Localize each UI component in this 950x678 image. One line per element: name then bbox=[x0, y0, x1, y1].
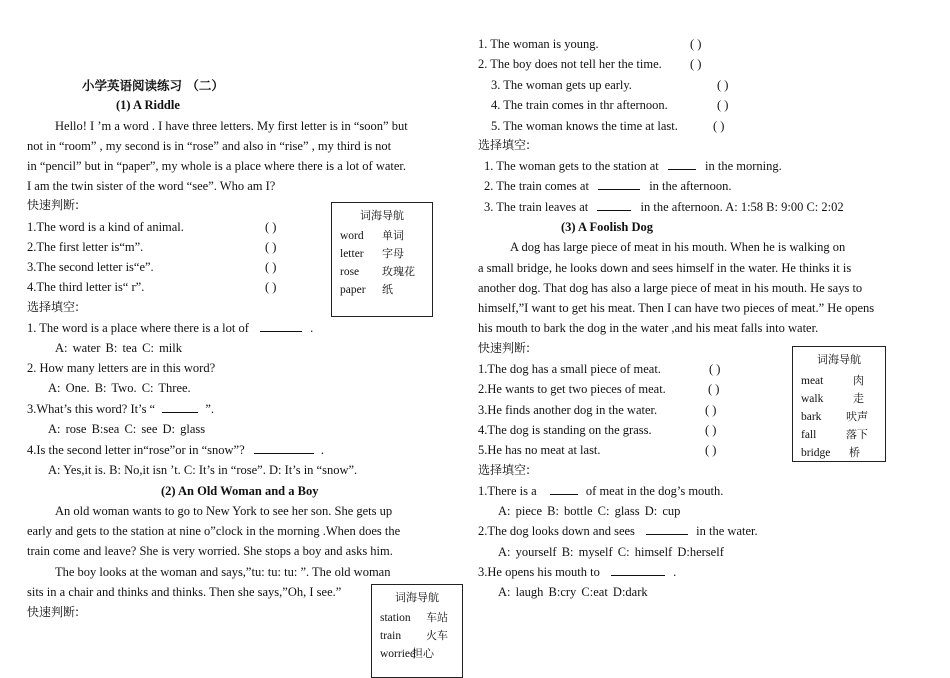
mc-question: 1.There is a of meat in the dog’s mouth. bbox=[478, 484, 724, 498]
answer-blank[interactable] bbox=[611, 564, 665, 576]
fill-question: 2. The train comes at in the afternoon. bbox=[484, 179, 732, 193]
passage-line: An old woman wants to go to New York to see her son. She gets up bbox=[55, 504, 393, 518]
vocab-meaning: 火车 bbox=[426, 629, 448, 642]
answer-paren[interactable]: ( ) bbox=[717, 98, 729, 112]
vocab-meaning: 落下 bbox=[846, 428, 868, 441]
tf-question: 1.The dog has a small piece of meat. bbox=[478, 362, 661, 376]
vocab-meaning: 肉 bbox=[853, 374, 864, 387]
fill-question: 1. The woman gets to the station at in the morning. bbox=[484, 159, 782, 173]
mc-options: A: water B: tea C: milk bbox=[55, 341, 182, 355]
vocab-word: paper bbox=[340, 284, 366, 296]
passage-line: sits in a chair and thinks and thinks. Then she says,”Oh, I see.” bbox=[27, 585, 342, 599]
answer-paren[interactable]: ( ) bbox=[265, 220, 277, 234]
tf-question: 4.The third letter is“ r”. bbox=[27, 280, 145, 294]
tf-question: 2.He wants to get two pieces of meat. bbox=[478, 382, 666, 396]
vocab-meaning: 走 bbox=[853, 392, 864, 405]
vocab-word: worried bbox=[380, 648, 416, 660]
vocab-word: meat bbox=[801, 375, 824, 387]
vocab-meaning: 字母 bbox=[382, 247, 404, 260]
tf-question: 1.The word is a kind of animal. bbox=[27, 220, 184, 234]
mc-options: A: yourself B: myself C: himself D:herself bbox=[498, 545, 724, 559]
fill-question: 3. The train leaves at in the afternoon. A: 1:58 B: 9:00 C: 2:02 bbox=[484, 200, 844, 214]
vocab-meaning: 单词 bbox=[382, 229, 404, 242]
answer-blank[interactable] bbox=[260, 320, 302, 332]
mc-question: 1. The word is a place where there is a lot of . bbox=[27, 321, 314, 335]
passage-line: a small bridge, he looks down and sees himself in the water. He thinks it is bbox=[478, 261, 852, 275]
answer-paren[interactable]: ( ) bbox=[709, 362, 721, 376]
vocab-meaning: 车站 bbox=[426, 611, 448, 624]
vocab-meaning: 桥 bbox=[849, 446, 860, 459]
vocab-word: train bbox=[380, 630, 402, 642]
tf-question: 5. The woman knows the time at last. bbox=[491, 119, 678, 133]
answer-paren[interactable]: ( ) bbox=[265, 280, 277, 294]
passage-line: I am the twin sister of the word “see”. Who am I? bbox=[27, 179, 276, 193]
vocab-word: bark bbox=[801, 411, 822, 423]
mc-options: A: Yes,it is. B: No,it isn ’t. C: It’s in “rose”. D: It’s in “snow”. bbox=[48, 463, 358, 477]
answer-paren[interactable]: ( ) bbox=[265, 240, 277, 254]
choose-fill-label: 选择填空: bbox=[478, 463, 531, 477]
mc-question: 4.Is the second letter in“rose”or in “snow”? . bbox=[27, 443, 325, 457]
answer-blank[interactable] bbox=[598, 178, 640, 190]
answer-blank[interactable] bbox=[646, 523, 688, 535]
answer-blank[interactable] bbox=[597, 199, 631, 211]
passage-line: train come and leave? She is very worried. She stops a boy and asks him. bbox=[27, 544, 393, 558]
answer-paren[interactable]: ( ) bbox=[690, 37, 702, 51]
vocab-word: rose bbox=[340, 266, 360, 278]
answer-paren[interactable]: ( ) bbox=[708, 382, 720, 396]
passage-line: another dog. That dog has also a large piece of meat in his mouth. He says to bbox=[478, 281, 863, 295]
tf-question: 3. The woman gets up early. bbox=[491, 78, 632, 92]
tf-question: 4.The dog is standing on the grass. bbox=[478, 423, 652, 437]
quick-judge-label: 快速判断: bbox=[478, 341, 531, 355]
vocab-meaning: 吠声 bbox=[846, 410, 868, 423]
answer-blank[interactable] bbox=[254, 442, 314, 454]
answer-paren[interactable]: ( ) bbox=[717, 78, 729, 92]
vocab-box-title: 词海导航 bbox=[360, 209, 404, 222]
choose-fill-label: 选择填空: bbox=[478, 138, 531, 152]
mc-question: 3.He opens his mouth to . bbox=[478, 565, 677, 579]
passage-line: early and gets to the station at nine o”clock in the morning .When does the bbox=[27, 524, 401, 538]
vocab-meaning: 担心 bbox=[412, 647, 434, 660]
vocab-box bbox=[371, 584, 463, 678]
tf-question: 3.The second letter is“e”. bbox=[27, 260, 154, 274]
mc-question: 2.The dog looks down and sees in the water. bbox=[478, 524, 758, 538]
answer-paren[interactable]: ( ) bbox=[705, 403, 717, 417]
choose-fill-label: 选择填空: bbox=[27, 300, 80, 314]
vocab-word: word bbox=[340, 230, 364, 242]
vocab-word: walk bbox=[801, 393, 824, 405]
worksheet-title: 小学英语阅读练习 （二） bbox=[82, 78, 224, 93]
quick-judge-label: 快速判断: bbox=[27, 605, 80, 619]
tf-question: 5.He has no meat at last. bbox=[478, 443, 601, 457]
vocab-meaning: 纸 bbox=[382, 283, 393, 296]
mc-options: A: rose B:sea C: see D: glass bbox=[48, 422, 206, 436]
passage-line: himself,”I want to get his meat. Then I can have two pieces of meat.” He opens bbox=[478, 301, 875, 315]
mc-options: A: laugh B:cry C:eat D:dark bbox=[498, 585, 648, 599]
answer-paren[interactable]: ( ) bbox=[705, 443, 717, 457]
tf-question: 2.The first letter is“m”. bbox=[27, 240, 144, 254]
passage-line: in “pencil” but in “paper”, my whole is a place where there is a lot of water. bbox=[27, 159, 407, 173]
passage-line: Hello! I ’m a word . I have three letters. My first letter is in “soon” but bbox=[55, 119, 408, 133]
vocab-word: fall bbox=[801, 429, 817, 441]
vocab-word: station bbox=[380, 612, 411, 624]
quick-judge-label: 快速判断: bbox=[27, 198, 80, 212]
passage-line: his mouth to bark the dog in the water ,and his meat falls into water. bbox=[478, 321, 819, 335]
answer-blank[interactable] bbox=[550, 483, 578, 495]
vocab-box-title: 词海导航 bbox=[817, 353, 861, 366]
tf-question: 2. The boy does not tell her the time. bbox=[478, 57, 662, 71]
mc-question: 2. How many letters are in this word? bbox=[27, 361, 216, 375]
mc-options: A: piece B: bottle C: glass D: cup bbox=[498, 504, 681, 518]
section-2-heading: (2) An Old Woman and a Boy bbox=[161, 484, 319, 498]
vocab-box-title: 词海导航 bbox=[395, 591, 439, 604]
answer-paren[interactable]: ( ) bbox=[705, 423, 717, 437]
tf-question: 1. The woman is young. bbox=[478, 37, 599, 51]
answer-paren[interactable]: ( ) bbox=[265, 260, 277, 274]
answer-paren[interactable]: ( ) bbox=[690, 57, 702, 71]
answer-blank[interactable] bbox=[162, 401, 198, 413]
section-3-heading: (3) A Foolish Dog bbox=[561, 220, 654, 234]
section-1-heading: (1) A Riddle bbox=[116, 98, 180, 112]
tf-question: 4. The train comes in thr afternoon. bbox=[491, 98, 668, 112]
mc-question: 3.What’s this word? It’s “ ”. bbox=[27, 402, 215, 416]
passage-line: The boy looks at the woman and says,”tu: tu: tu: ”. The old woman bbox=[55, 565, 391, 579]
passage-line: not in “room” , my second is in “rose” and also in “rise” , my third is not bbox=[27, 139, 392, 153]
vocab-meaning: 玫瑰花 bbox=[382, 265, 415, 278]
vocab-word: letter bbox=[340, 248, 364, 260]
mc-options: A: One. B: Two. C: Three. bbox=[48, 381, 191, 395]
answer-blank[interactable] bbox=[668, 158, 696, 170]
vocab-box bbox=[792, 346, 886, 462]
tf-question: 3.He finds another dog in the water. bbox=[478, 403, 658, 417]
vocab-box bbox=[331, 202, 433, 317]
answer-paren[interactable]: ( ) bbox=[713, 119, 725, 133]
vocab-word: bridge bbox=[801, 447, 831, 459]
passage-line: A dog has large piece of meat in his mouth. When he is walking on bbox=[510, 240, 846, 254]
